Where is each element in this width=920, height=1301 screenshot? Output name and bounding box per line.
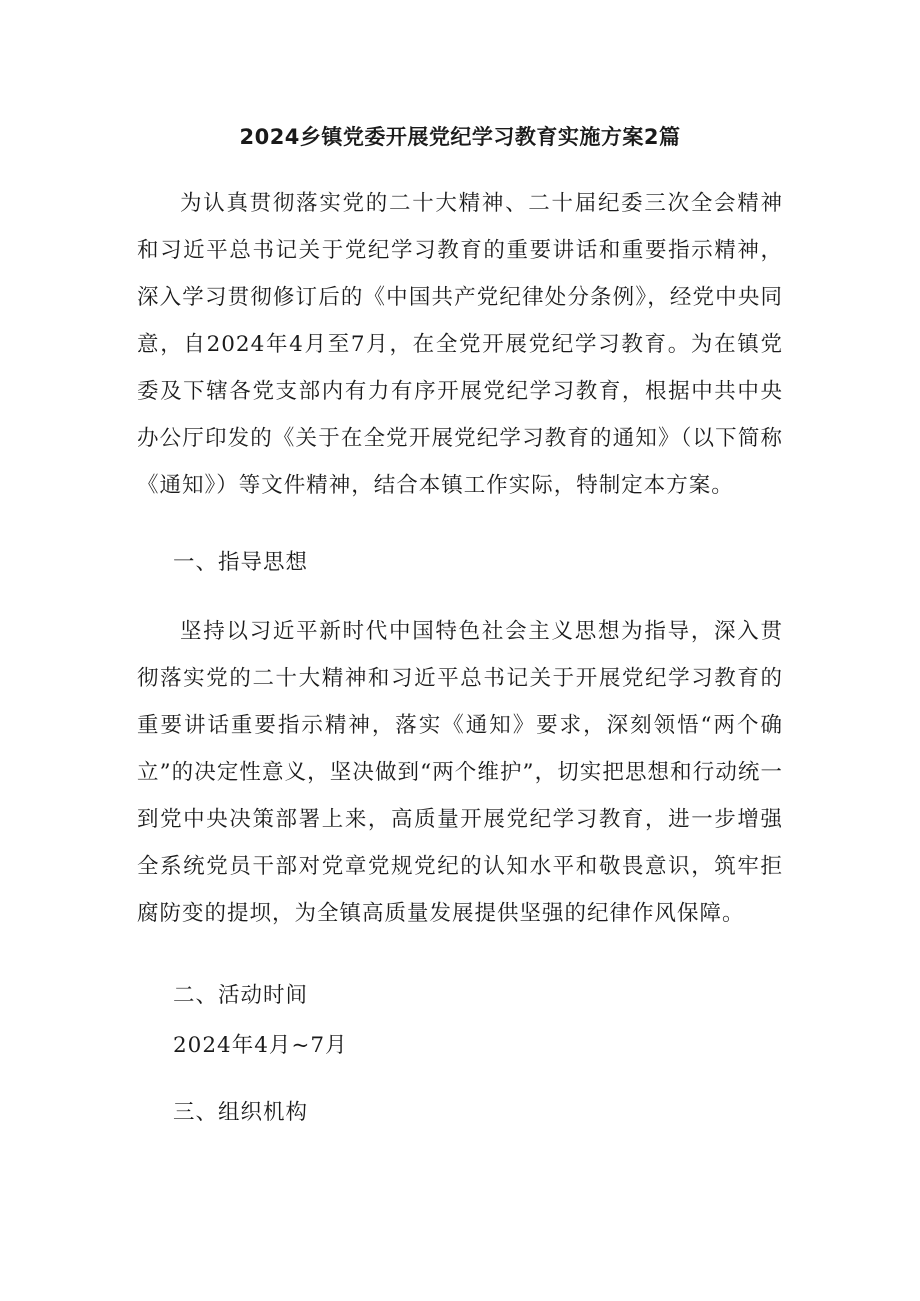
section-heading-organization: 三、组织机构 <box>173 1100 309 1125</box>
guiding-ideology-paragraph: 坚持以习近平新时代中国特色社会主义思想为指导，深入贯彻落实党的二十大精神和习近平总书记关于开展党纪学习教育的重要讲话重要指示精神，落实《通知》要求，深刻领悟“两个确立”的决定性意义，坚决做到“两个维护”，切实把思想和行动统一到党中央决策部署上来，高质量开展党纪学习教育，进一步增强全系统党员干部对党章党规党纪的认知水平和敬畏意识，筑牢拒腐防变的提坝，为全镇高质量发展提供坚强的纪律作风保障。 <box>137 619 783 926</box>
intro-paragraph: 为认真贯彻落实党的二十大精神、二十届纪委三次全会精神和习近平总书记关于党纪学习教育的重要讲话和重要指示精神，深入学习贯彻修订后的《中国共产党纪律处分条例》，经党中央同意，自2024年4月至7月，在全党开展党纪学习教育。为在镇党委及下辖各党支部内有力有序开展党纪学习教育，根据中共中央办公厅印发的《关于在全党开展党纪学习教育的通知》（以下简称《通知》）等文件精神，结合本镇工作实际，特制定本方案。 <box>137 191 783 498</box>
section-heading-guiding-ideology: 一、指导思想 <box>173 550 309 575</box>
section-heading-activity-time: 二、活动时间 <box>173 983 309 1008</box>
activity-time-value: 2024年4月~7月 <box>173 1033 348 1058</box>
document-title: 2024乡镇党委开展党纪学习教育实施方案2篇 <box>239 125 681 149</box>
